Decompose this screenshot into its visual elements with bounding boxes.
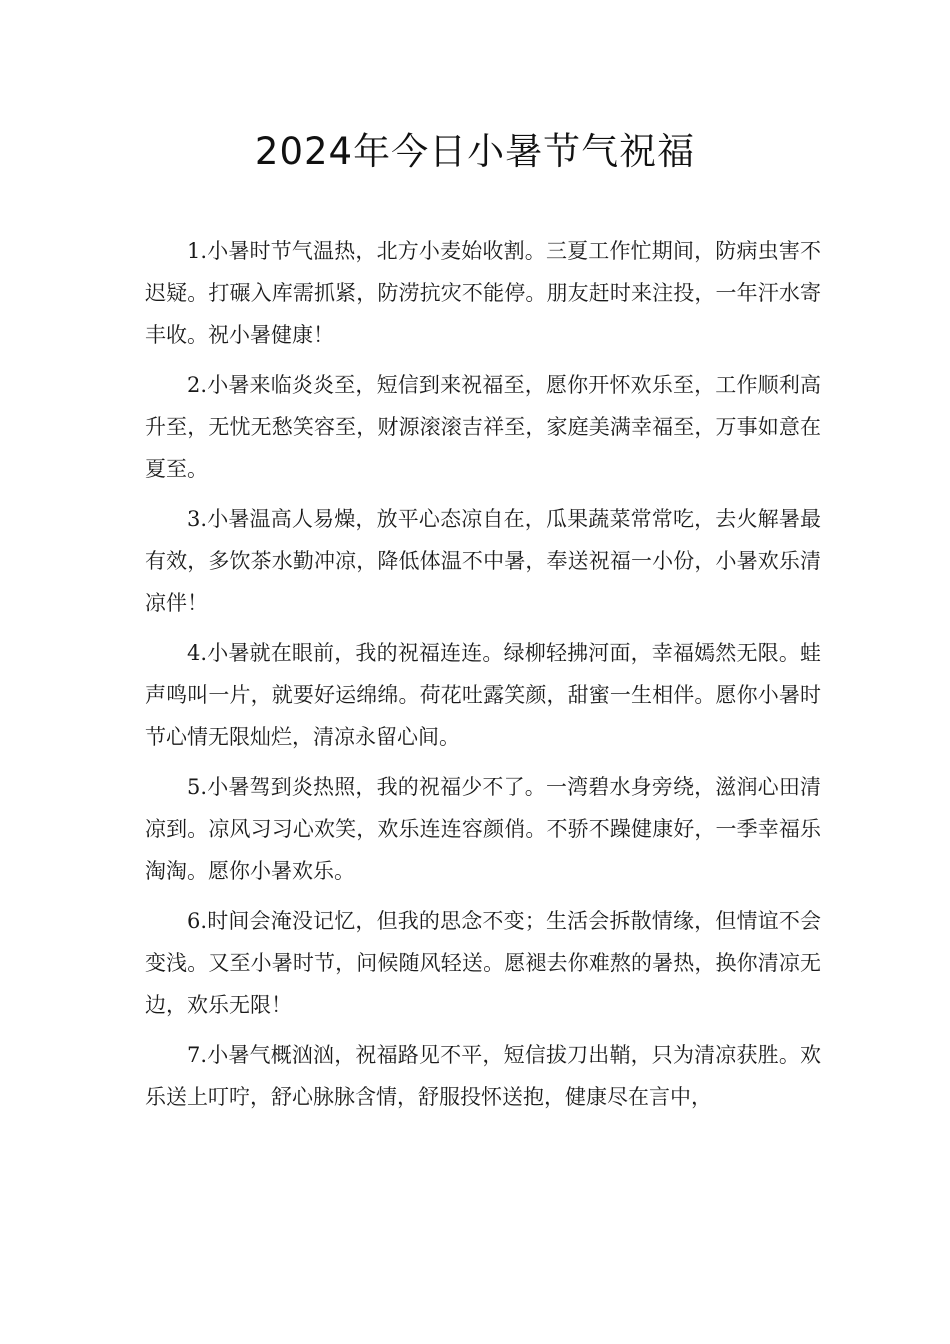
paragraph-2: 2.小暑来临炎炎至，短信到来祝福至，愿你开怀欢乐至，工作顺利高升至，无忧无愁笑容至，财源滚滚吉祥至，家庭美满幸福至，万事如意在夏至。 bbox=[145, 373, 821, 481]
paragraph-6: 6.时间会淹没记忆，但我的思念不变；生活会拆散情缘，但情谊不会变浅。又至小暑时节，问候随风轻送。愿褪去你难熬的暑热，换你清凉无边，欢乐无限！ bbox=[145, 909, 821, 1017]
paragraph-4: 4.小暑就在眼前，我的祝福连连。绿柳轻拂河面，幸福嫣然无限。蛙声鸣叫一片，就要好运绵绵。荷花吐露笑颜，甜蜜一生相伴。愿你小暑时节心情无限灿烂，清凉永留心间。 bbox=[145, 641, 821, 749]
document-title: 2024年今日小暑节气祝福 bbox=[254, 130, 696, 173]
document-body bbox=[145, 230, 821, 1126]
paragraph-7: 7.小暑气概汹汹，祝福路见不平，短信拔刀出鞘，只为清凉获胜。欢乐送上叮咛，舒心脉脉含情，舒服投怀送抱，健康尽在言中， bbox=[145, 1043, 821, 1109]
paragraph-5: 5.小暑驾到炎热照，我的祝福少不了。一湾碧水身旁绕，滋润心田清凉到。凉风习习心欢笑，欢乐连连容颜俏。不骄不躁健康好，一季幸福乐淘淘。愿你小暑欢乐。 bbox=[145, 775, 821, 883]
paragraph-3: 3.小暑温高人易燥，放平心态凉自在，瓜果蔬菜常常吃，去火解暑最有效，多饮茶水勤冲凉，降低体温不中暑，奉送祝福一小份，小暑欢乐清凉伴！ bbox=[145, 507, 821, 615]
paragraph-1: 1.小暑时节气温热，北方小麦始收割。三夏工作忙期间，防病虫害不迟疑。打碾入库需抓紧，防涝抗灾不能停。朋友赶时来注投，一年汗水寄丰收。祝小暑健康！ bbox=[145, 239, 821, 347]
